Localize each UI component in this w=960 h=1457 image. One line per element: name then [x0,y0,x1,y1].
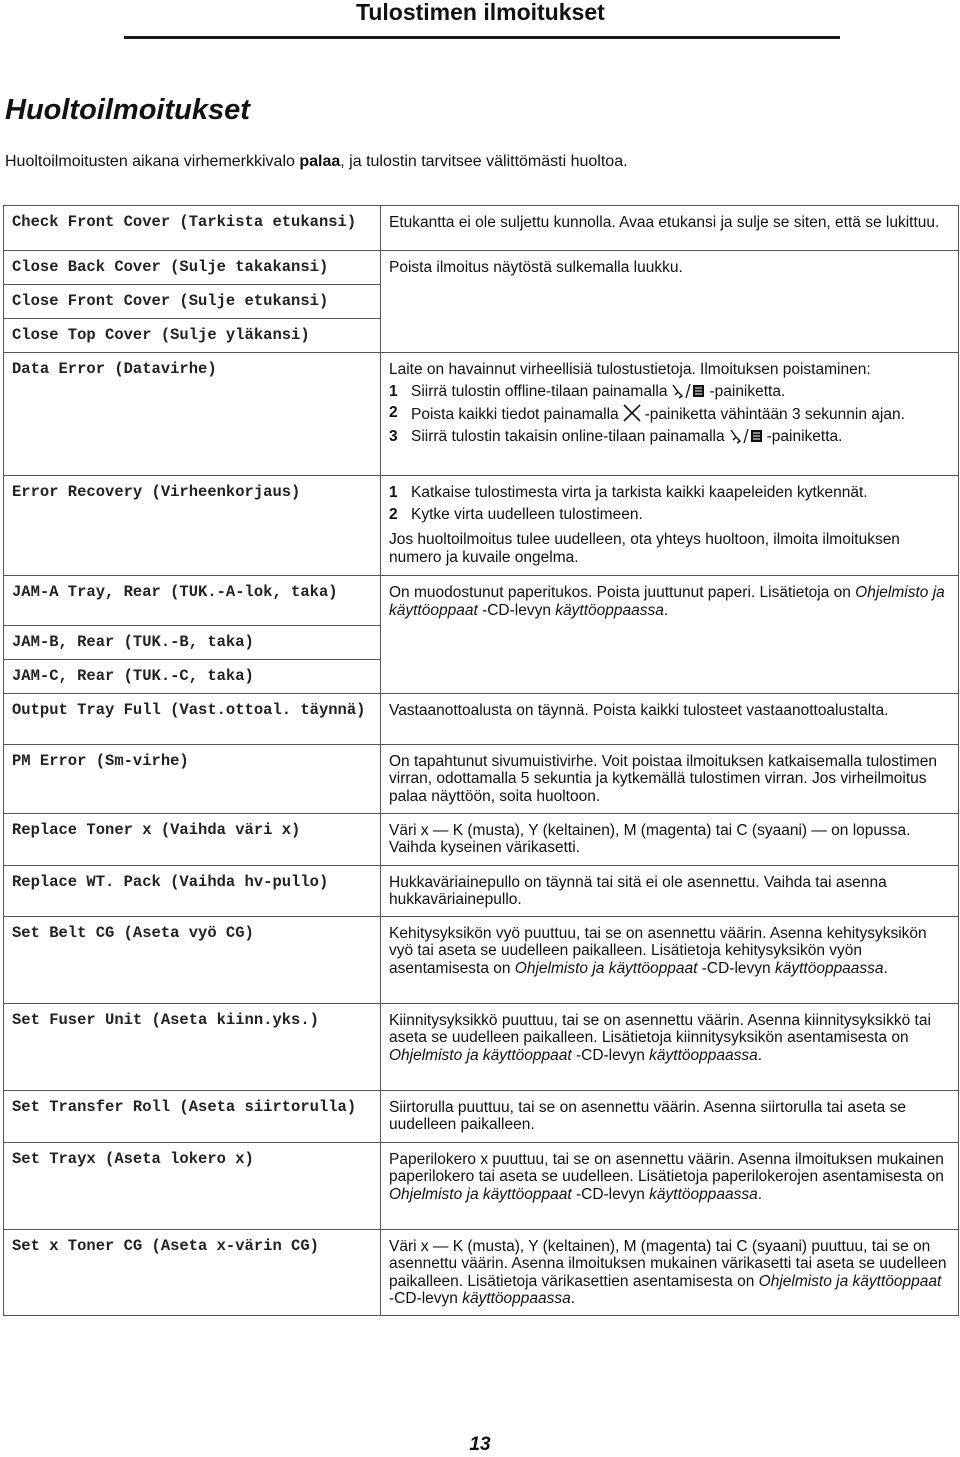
message-description: On muodostunut paperitukos. Poista juuttunut paperi. Lisätietoja on Ohjelmisto ja käyttöoppaat -CD-levyn käyttöoppaassa. [381,576,959,626]
message-description: Kehitysyksikön vyö puuttuu, tai se on asennettu väärin. Asenna kehitysyksikön vyö tai aseta se uudelleen paikalleen. Lisätietoja kehitysyksikön vyön asentamisesta on Ohjelmisto ja käyttöoppaat -CD-levyn käyttöoppaassa. [381,916,959,1003]
table-row [4,1090,959,1142]
message-code: Data Error (Datavirhe) [4,353,381,476]
table-row [4,659,959,693]
table-row [4,285,959,319]
message-code: Output Tray Full (Vast.ottoal. täynnä) [4,693,381,744]
table-row [4,744,959,813]
table-row [4,476,959,576]
service-messages-table [3,205,959,1316]
data-error-steps [389,383,948,446]
message-description-continued [381,659,959,693]
message-code: Replace WT. Pack (Vaihda hv-pullo) [4,865,381,916]
table-row [4,625,959,659]
message-description: Poista ilmoitus näytöstä sulkemalla luukku. [381,251,959,285]
data-error-intro: Laite on havainnut virheellisiä tulostustietoja. Ilmoituksen poistaminen: [389,361,871,378]
online-menu-button-icon [670,383,706,399]
table-row [4,1003,959,1090]
page-number: 13 [469,1434,491,1455]
table-row [4,865,959,916]
message-description-continued [381,625,959,659]
message-code: Set Trayx (Aseta lokero x) [4,1142,381,1229]
message-description: Väri x — K (musta), Y (keltainen), M (magenta) tai C (syaani) puuttuu, tai se on asennettu väärin. Asenna ilmoituksen mukainen värikasetti tai aseta se uudelleen paikalleen. Lisätietoja värikasettien asentamisesta on Ohjelmisto ja käyttöoppaat -CD-levyn käyttöoppaassa. [381,1229,959,1315]
message-code: Close Front Cover (Sulje etukansi) [4,285,381,319]
message-code: Set Fuser Unit (Aseta kiinn.yks.) [4,1003,381,1090]
intro-text: Huoltoilmoitusten aikana virhemerkkivalo palaa, ja tulostin tarvitsee välittömästi huoltoa. [5,153,628,170]
message-code: JAM-B, Rear (TUK.-B, taka) [4,625,381,659]
message-description-continued [381,285,959,319]
table-row [4,813,959,865]
message-code: Set Belt CG (Aseta vyö CG) [4,916,381,1003]
message-code: Error Recovery (Virheenkorjaus) [4,476,381,576]
cancel-x-button-icon [622,404,642,422]
list-item: 2 Kytke virta uudelleen tulostimeen. [389,505,643,523]
message-description: Väri x — K (musta), Y (keltainen), M (magenta) tai C (syaani) — on lopussa. Vaihda kyseinen värikasetti. [381,813,959,865]
message-description: Etukantta ei ole suljettu kunnolla. Avaa etukansi ja sulje se siten, että se lukittuu. [381,206,959,251]
table-row [4,1142,959,1229]
message-code: Set Transfer Roll (Aseta siirtorulla) [4,1090,381,1142]
list-item: 2 Poista kaikki tiedot painamalla -painiketta vähintään 3 sekunnin ajan. [389,404,905,423]
list-item: 1 Siirrä tulostin offline-tilaan painamalla -painiketta. [389,382,786,400]
table-row [4,1229,959,1315]
error-recovery-note: Jos huoltoilmoitus tulee uudelleen, ota yhteys huoltoon, ilmoita ilmoituksen numero ja kuvaile ongelma. [389,531,900,566]
message-description: Hukkaväriainepullo on täynnä tai sitä ei ole asennettu. Vaihda tai asenna hukkaväriainepullo. [381,865,959,916]
error-recovery-steps [389,484,948,523]
message-description: Vastaanottoalusta on täynnä. Poista kaikki tulosteet vastaanottoalustalta. [381,693,959,744]
table-row [4,693,959,744]
message-code: PM Error (Sm-virhe) [4,744,381,813]
message-code: Close Top Cover (Sulje yläkansi) [4,319,381,353]
message-code: Set x Toner CG (Aseta x-värin CG) [4,1229,381,1315]
list-item: 3 Siirrä tulostin takaisin online-tilaan painamalla -painiketta. [389,427,843,445]
message-description: Kiinnitysyksikkö puuttuu, tai se on asennettu väärin. Asenna kiinnitysyksikkö tai aseta se uudelleen paikalleen. Lisätietoja kiinnitysyksikön asentamisesta on Ohjelmisto ja käyttöoppaat -CD-levyn käyttöoppaassa. [381,1003,959,1090]
online-menu-button-icon [728,428,764,444]
message-description-continued [381,319,959,353]
table-row [4,576,959,626]
message-description: Paperilokero x puuttuu, tai se on asennettu väärin. Asenna ilmoituksen mukainen paperilokero tai aseta se uudelleen. Lisätietoja paperilokerojen asentamisesta on Ohjelmisto ja käyttöoppaat -CD-levyn käyttöoppaassa. [381,1142,959,1229]
message-code: JAM-C, Rear (TUK.-C, taka) [4,659,381,693]
table-row [4,206,959,251]
message-code: Replace Toner x (Vaihda väri x) [4,813,381,865]
page-header-title: Tulostimen ilmoitukset [356,0,605,25]
list-item: 1 Katkaise tulostimesta virta ja tarkista kaikki kaapeleiden kytkennät. [389,484,868,501]
message-description [381,353,959,476]
message-code: Close Back Cover (Sulje takakansi) [4,251,381,285]
message-code: Check Front Cover (Tarkista etukansi) [4,206,381,251]
table-row [4,916,959,1003]
table-row [4,319,959,353]
table-row [4,353,959,476]
message-description [381,476,959,576]
header-rule [124,36,840,39]
message-description: Siirtorulla puuttuu, tai se on asennettu väärin. Asenna siirtorulla tai aseta se uudelleen paikalleen. [381,1090,959,1142]
message-description: On tapahtunut sivumuistivirhe. Voit poistaa ilmoituksen katkaisemalla tulostimen virran, odottamalla 5 sekuntia ja kytkemällä tulostimen virran. Jos virheilmoitus palaa näyttöön, soita huoltoon. [381,744,959,813]
table-row [4,251,959,285]
message-code: JAM-A Tray, Rear (TUK.-A-lok, taka) [4,576,381,626]
section-title: Huoltoilmoitukset [5,94,250,126]
